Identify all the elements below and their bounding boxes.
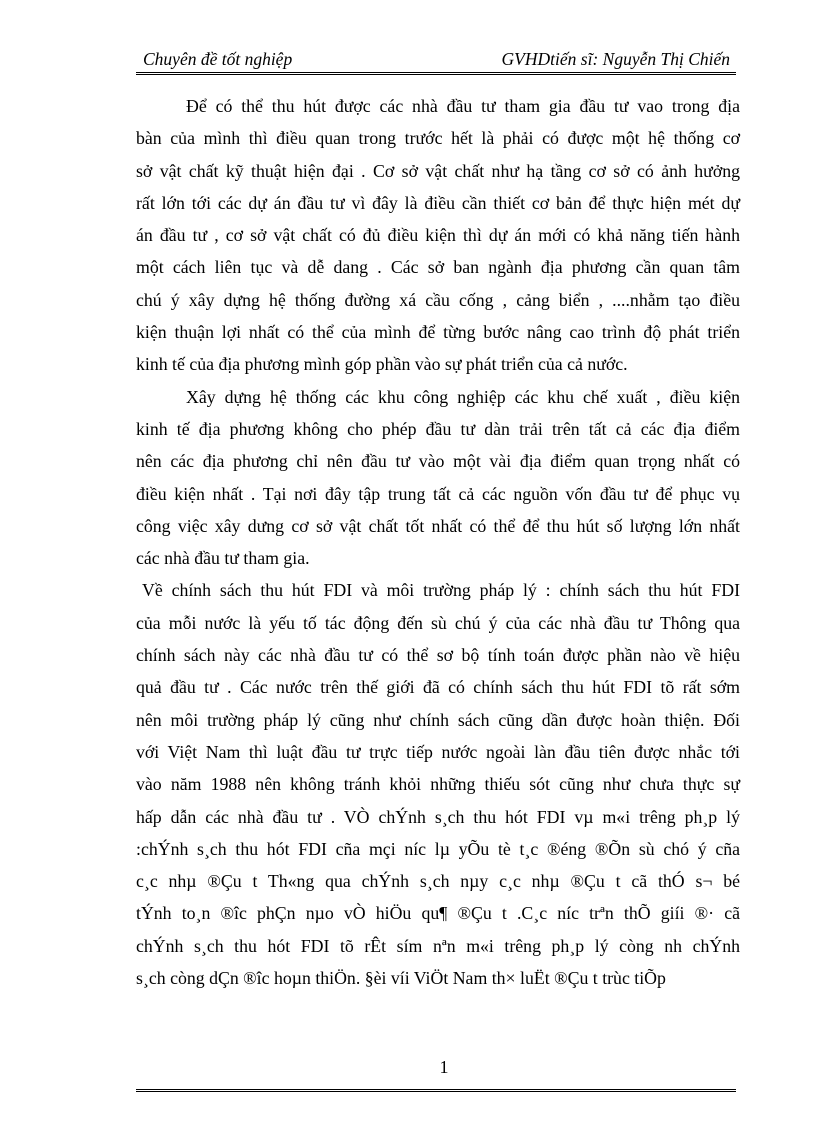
page-number: 1 <box>439 1057 449 1077</box>
text-line: Để có thể thu hút được các nhà đầu tư tham gia đầu tư vao trong địa <box>186 96 740 116</box>
text-line: quả đầu tư . Các nước trên thế giới đã có chính sách thu hút FDI tõ rất sớm <box>136 677 740 698</box>
footer-divider <box>136 1089 736 1092</box>
text-line: sở vật chất kỹ thuật hiện đại . Cơ sở vật chất như hạ tầng cơ sở có ảnh hưởng <box>136 160 740 181</box>
text-line: Về chính sách thu hút FDI và môi trường pháp lý : chính sách thu hút FDI <box>142 580 740 601</box>
text-line: chính sách này các nhà đầu tư có thể sơ bộ tính toán được phần nào về hiệu <box>136 645 740 666</box>
text-line: chÝnh s¸ch thu hót FDI tõ rÊt sím nªn m«i trêng ph¸p lý còng nh chÝnh <box>136 935 740 956</box>
text-line: c¸c nhµ ®Çu t Th«ng qua chÝnh s¸ch nµy c¸c nhµ ®Çu t cã thÓ s¬ bé <box>136 871 740 892</box>
text-line: chú ý xây dựng hệ thống đường xá cầu cống , cảng biển , ....nhằm tạo điều <box>136 289 740 310</box>
paragraph <box>136 90 740 381</box>
text-line: với Việt Nam thì luật đầu tư trực tiếp nước ngoài làn đầu tiên được nhắc tới <box>136 741 740 762</box>
paragraph <box>136 381 740 575</box>
paragraph <box>136 574 740 994</box>
page-header <box>136 46 736 75</box>
text-line: kinh tế của địa phương mình góp phần vào sự phát triển của cả nước. <box>136 354 628 375</box>
document-body <box>136 90 740 994</box>
text-line: bàn của mình thì điều quan trong trước hết là phải có được một hệ thống cơ <box>136 128 740 149</box>
text-line: các nhà đầu tư tham gia. <box>136 548 310 569</box>
text-line: của mỗi nước là yếu tố tác động đến sù chú ý của các nhà đầu tư Thông qua <box>136 612 740 633</box>
text-line: kiện thuận lợi nhất có thể của mình để từng bước nâng cao trình độ phát triển <box>136 322 740 343</box>
text-line: Xây dựng hệ thống các khu công nghiệp các khu chế xuất , điều kiện <box>186 386 740 407</box>
text-line: s¸ch còng dÇn ®îc hoµn thiÖn. §èi víi ViÖt Nam th× luËt ®Çu t trùc tiÕp <box>136 968 666 989</box>
text-line: tÝnh to¸n ®îc phÇn nµo vÒ hiÖu qu¶ ®Çu t .C¸c níc trªn thÕ giíi ®· cã <box>136 903 740 924</box>
text-line: điều kiện nhất . Tại nơi đây tập trung tất cả các nguồn vốn đầu tư để phục vụ <box>136 483 740 504</box>
header-title: Chuyên đề tốt nghiệp <box>143 49 293 69</box>
text-line: :chÝnh s¸ch thu hót FDI cña mçi níc lµ yÕu tè t¸c ®éng ®Õn sù chó ý cña <box>136 838 740 859</box>
text-line: nên các địa phương chỉ nên đầu tư vào một vài địa điểm quan trọng nhất có <box>136 451 740 472</box>
header-advisor: GVHDtiến sĩ: Nguyễn Thị Chiến <box>501 49 730 69</box>
text-line: vào năm 1988 nên không tránh khỏi những thiếu sót cũng như chưa thực sự <box>136 774 740 795</box>
text-line: một cách liên tục và dễ dang . Các sở ban ngành địa phương cần quan tâm <box>136 257 740 278</box>
text-line: kinh tế địa phương không cho phép đầu tư dàn trải trên tất cả các địa điểm <box>136 418 740 439</box>
text-line: hấp dẫn các nhà đầu tư . VÒ chÝnh s¸ch thu hót FDI vµ m«i trêng ph¸p lý <box>136 806 740 827</box>
text-line: án đầu tư , cơ sở vật chất có đủ điều kiện thì dự án mới có khả năng tiến hành <box>136 225 740 246</box>
text-line: rất lớn tới các dự án đầu tư vì đây là điều cần thiết cơ bản để thực hiện mét dự <box>136 192 740 213</box>
text-line: nên môi trường pháp lý cũng như chính sách cũng dần được hoàn thiện. Đối <box>136 709 740 730</box>
text-line: công việc xây dưng cơ sở vật chất tốt nhất có thể để thu hút số lượng lớn nhất <box>136 515 740 536</box>
